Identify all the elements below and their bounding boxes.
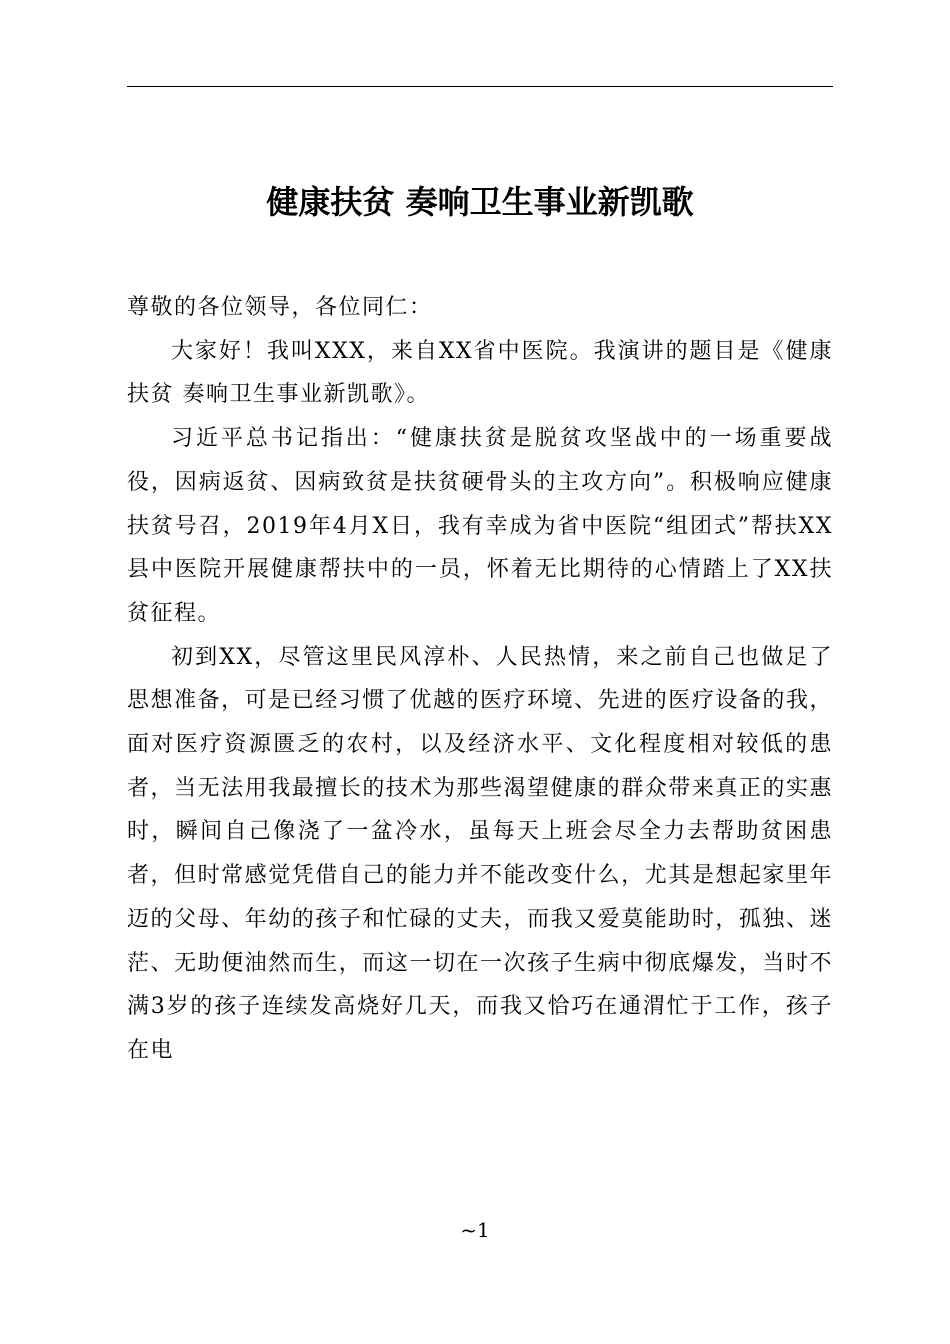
paragraph-arrival: 初到XX，尽管这里民风淳朴、人民热情，来之前自己也做足了思想准备，可是已经习惯了优越的医疗环境、先进的医疗设备的我，面对医疗资源匮乏的农村，以及经济水平、文化程度相对较低的患者，当无法用我最擅长的技术为那些渴望健康的群众带来真正的实惠时，瞬间自己像浇了一盆冷水，虽每天上班会尽全力去帮助贫困患者，但时常感觉凭借自己的能力并不能改变什么，尤其是想起家里年迈的父母、年幼的孩子和忙碌的丈夫，而我又爱莫能助时，孤独、迷茫、无助便油然而生，而这一切在一次孩子生病中彻底爆发，当时不满3岁的孩子连续发高烧好几天，而我又恰巧在通渭忙于工作，孩子在电: [127, 644, 833, 1063]
paragraph-greeting: 大家好！我叫XXX，来自XX省中医院。我演讲的题目是《健康扶贫 奏响卫生事业新凯歌》。: [127, 338, 833, 408]
salutation: 尊敬的各位领导，各位同仁：: [127, 295, 433, 320]
document-title: 健康扶贫 奏响卫生事业新凯歌: [266, 183, 694, 221]
page-number: ~1: [460, 1218, 490, 1242]
paragraph-quote: 习近平总书记指出：“健康扶贫是脱贫攻坚战中的一场重要战役，因病返贫、因病致贫是扶贫硬骨头的主攻方向”。积极响应健康扶贫号召，2019年4月X日，我有幸成为省中医院“组团式”帮扶XX县中医院开展健康帮扶中的一员，怀着无比期待的心情踏上了XX扶贫征程。: [127, 426, 833, 626]
header-rule: [127, 86, 833, 87]
document-body: [127, 286, 833, 1073]
